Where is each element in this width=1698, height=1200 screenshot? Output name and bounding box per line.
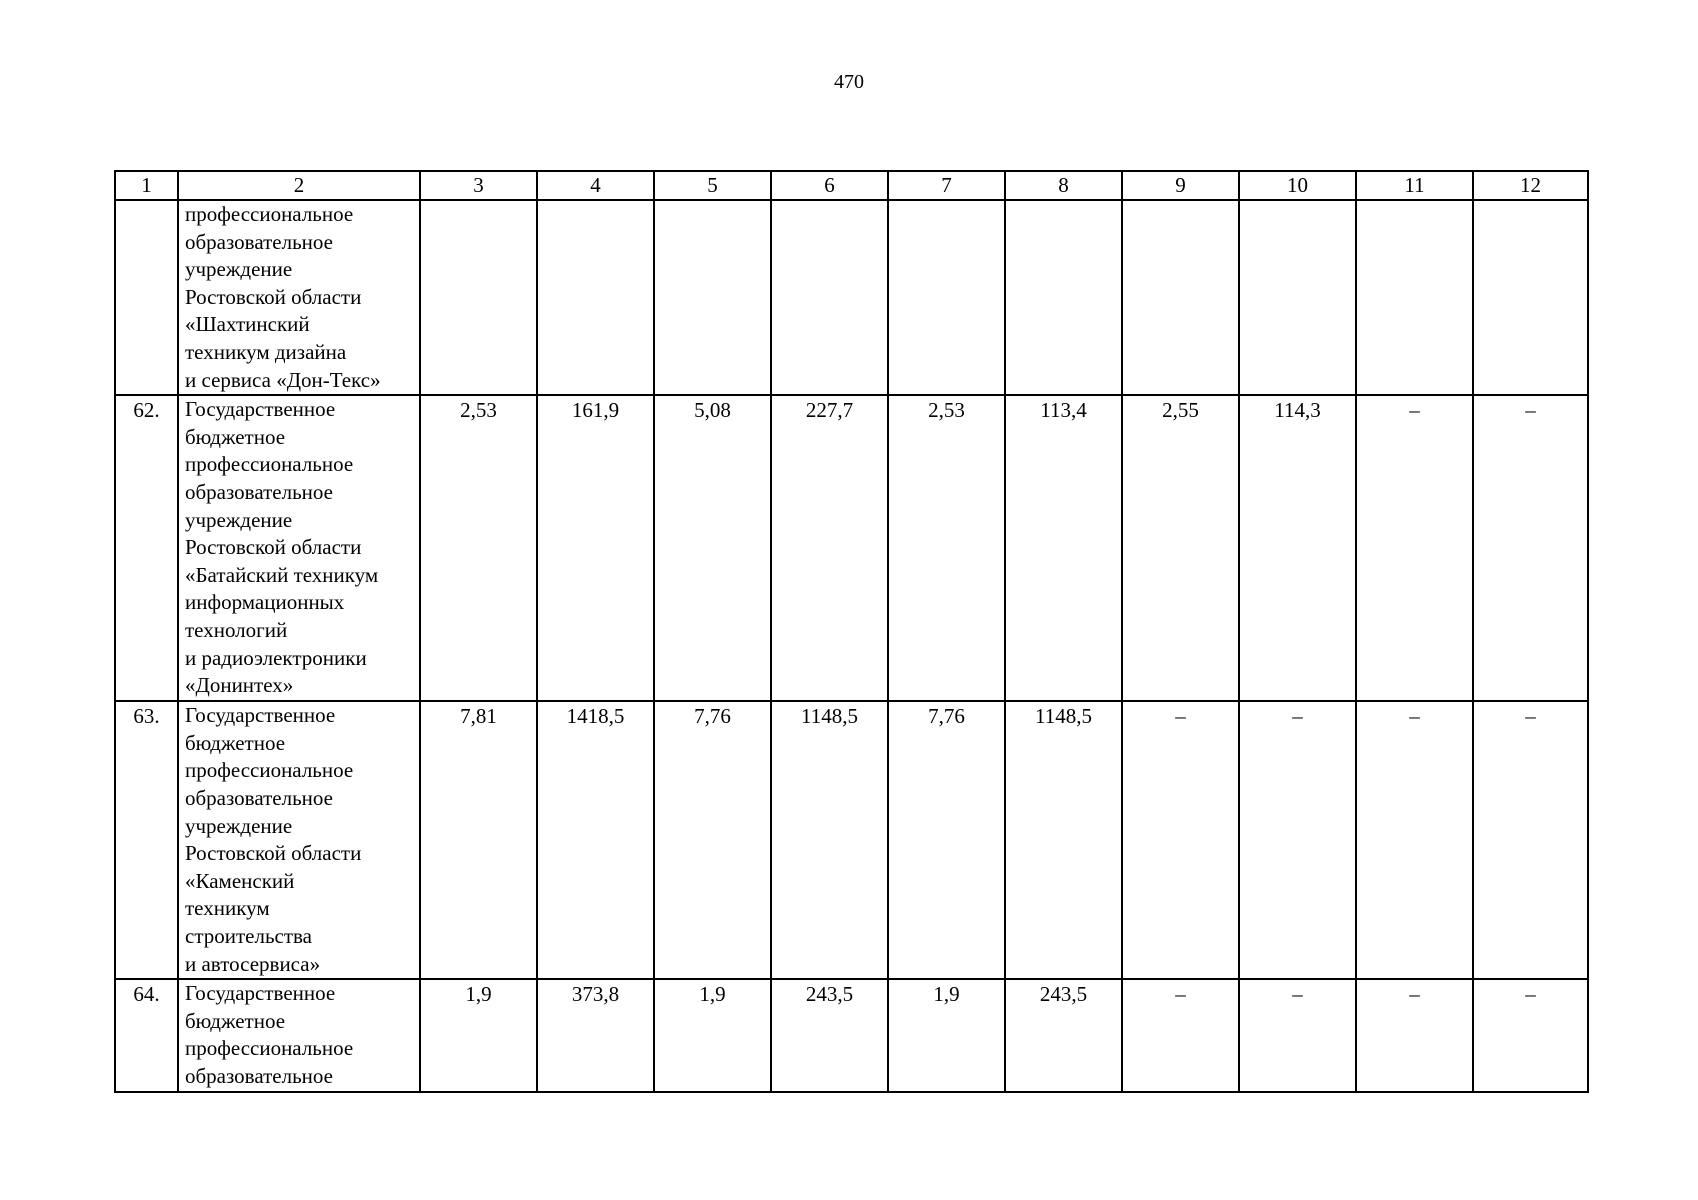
institution-name: Государственное бюджетное профессиональное образовательное учреждение Ростовской области «Каменский техникум строительства и автосервиса» — [178, 701, 420, 979]
value-cell: – — [1473, 979, 1588, 1091]
value-cell: 161,9 — [537, 395, 654, 701]
institution-name: Государственное бюджетное профессиональное образовательное учреждение Ростовской области «Батайский техникум информационных технологий и радиоэлектроники «Донинтех» — [178, 395, 420, 701]
data-table — [114, 170, 1589, 1093]
column-number-header: 6 — [771, 171, 888, 200]
value-cell: 243,5 — [771, 979, 888, 1091]
value-cell: – — [1356, 395, 1473, 701]
row-number: 63. — [115, 701, 178, 979]
value-cell — [420, 200, 537, 395]
value-cell: 373,8 — [537, 979, 654, 1091]
institution-name: Государственное бюджетное профессиональное образовательное — [178, 979, 420, 1091]
value-cell: 1,9 — [420, 979, 537, 1091]
value-cell: 5,08 — [654, 395, 771, 701]
column-number-header: 10 — [1239, 171, 1356, 200]
value-cell — [1473, 200, 1588, 395]
value-cell — [1239, 200, 1356, 395]
value-cell — [888, 200, 1005, 395]
column-number-header: 5 — [654, 171, 771, 200]
table-row — [115, 395, 1588, 701]
value-cell: 227,7 — [771, 395, 888, 701]
column-number-header: 9 — [1122, 171, 1239, 200]
value-cell: 2,53 — [420, 395, 537, 701]
value-cell: – — [1122, 701, 1239, 979]
value-cell: – — [1356, 979, 1473, 1091]
column-number-header: 2 — [178, 171, 420, 200]
table-row — [115, 701, 1588, 979]
value-cell: 7,76 — [888, 701, 1005, 979]
value-cell: 1,9 — [654, 979, 771, 1091]
value-cell — [771, 200, 888, 395]
column-number-header: 1 — [115, 171, 178, 200]
value-cell: – — [1122, 979, 1239, 1091]
row-number — [115, 200, 178, 395]
value-cell: 1,9 — [888, 979, 1005, 1091]
value-cell: – — [1356, 701, 1473, 979]
value-cell: 7,76 — [654, 701, 771, 979]
value-cell: 113,4 — [1005, 395, 1122, 701]
value-cell: 1148,5 — [1005, 701, 1122, 979]
column-number-header: 4 — [537, 171, 654, 200]
value-cell: 2,53 — [888, 395, 1005, 701]
value-cell: 1148,5 — [771, 701, 888, 979]
column-number-header: 12 — [1473, 171, 1588, 200]
column-number-header: 11 — [1356, 171, 1473, 200]
value-cell: 7,81 — [420, 701, 537, 979]
page-number: 470 — [834, 71, 864, 93]
value-cell — [537, 200, 654, 395]
value-cell: – — [1239, 979, 1356, 1091]
table-row — [115, 200, 1588, 395]
row-number: 64. — [115, 979, 178, 1091]
value-cell: – — [1239, 701, 1356, 979]
value-cell: – — [1473, 395, 1588, 701]
value-cell: 1418,5 — [537, 701, 654, 979]
value-cell: 243,5 — [1005, 979, 1122, 1091]
value-cell — [1005, 200, 1122, 395]
column-number-header: 3 — [420, 171, 537, 200]
value-cell: 2,55 — [1122, 395, 1239, 701]
value-cell: 114,3 — [1239, 395, 1356, 701]
column-number-header: 8 — [1005, 171, 1122, 200]
row-number: 62. — [115, 395, 178, 701]
table-row — [115, 979, 1588, 1091]
column-number-header-row — [115, 171, 1588, 200]
value-cell — [654, 200, 771, 395]
value-cell — [1122, 200, 1239, 395]
institution-name: профессиональное образовательное учреждение Ростовской области «Шахтинский техникум дизайна и сервиса «Дон-Текс» — [178, 200, 420, 395]
column-number-header: 7 — [888, 171, 1005, 200]
value-cell — [1356, 200, 1473, 395]
value-cell: – — [1473, 701, 1588, 979]
